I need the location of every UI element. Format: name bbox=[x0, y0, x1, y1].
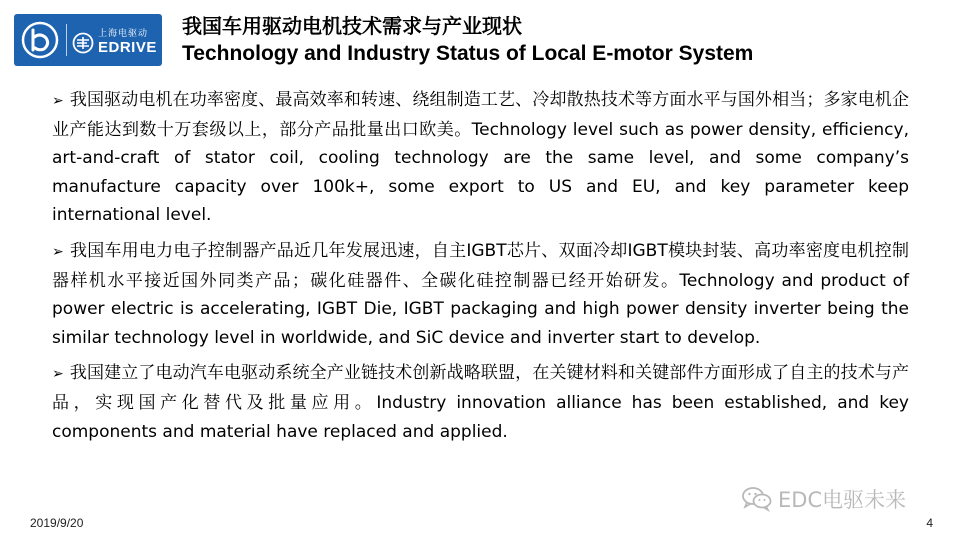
bullet-item bbox=[52, 86, 909, 230]
company-logo bbox=[14, 14, 162, 66]
arrow-bullet-icon: ➢ bbox=[52, 366, 64, 383]
bullet-text: 我国建立了电动汽车电驱动系统全产业链技术创新战略联盟，在关键材料和关键部件方面形成了自主的技术与产品，实现国产化替代及批量应用。Industry innovation alliance has been established, and key components and material have replaced and applied. bbox=[52, 363, 909, 442]
logo-divider bbox=[66, 24, 67, 56]
arrow-bullet-icon: ➢ bbox=[52, 93, 64, 109]
slide-content bbox=[52, 86, 909, 453]
bullet-text: 我国驱动电机在功率密度、最高效率和转速、绕组制造工艺、冷却散热技术等方面水平与国外相当；多家电机企业产能达到数十万套级以上，部分产品批量出口欧美。Technology level such as power density, efficiency, art-and-craft of stator coil, cooling technology are the same level, and some company’s manufacture capacity over 100k+, some export to US and EU, and key parameter keep international level. bbox=[52, 90, 909, 226]
slide-title-cn: 我国车用驱动电机技术需求与产业现状 bbox=[182, 14, 522, 38]
slide-title-en: Technology and Industry Status of Local E-motor System bbox=[182, 42, 754, 65]
arrow-bullet-icon: ➢ bbox=[52, 243, 64, 260]
footer-date: 2019/9/20 bbox=[30, 516, 84, 530]
watermark bbox=[742, 484, 906, 514]
wechat-icon bbox=[742, 486, 772, 512]
watermark-text: EDC电驱未来 bbox=[778, 488, 907, 512]
logo-en-text: EDRIVE bbox=[98, 39, 157, 56]
logo-cn-text: 上海电驱动 bbox=[98, 29, 149, 39]
page-number: 4 bbox=[926, 516, 933, 530]
bullet-item bbox=[52, 237, 909, 352]
bullet-text: 我国车用电力电子控制器产品近几年发展迅速，自主IGBT芯片、双面冷却IGBT模块封装、高功率密度电机控制器样机水平接近国外同类产品；碳化硅器件、全碳化硅控制器已经开始研发。Technology and product of power electric is accelerating, IGBT Die, IGBT packaging and high power density inverter being the similar technology level in worldwide, and SiC device and inverter start to develop. bbox=[52, 240, 909, 348]
shanghai-edrive-emblem-icon bbox=[72, 32, 94, 54]
edrive-logo-mark-icon bbox=[20, 20, 60, 60]
bullet-item bbox=[52, 359, 909, 446]
